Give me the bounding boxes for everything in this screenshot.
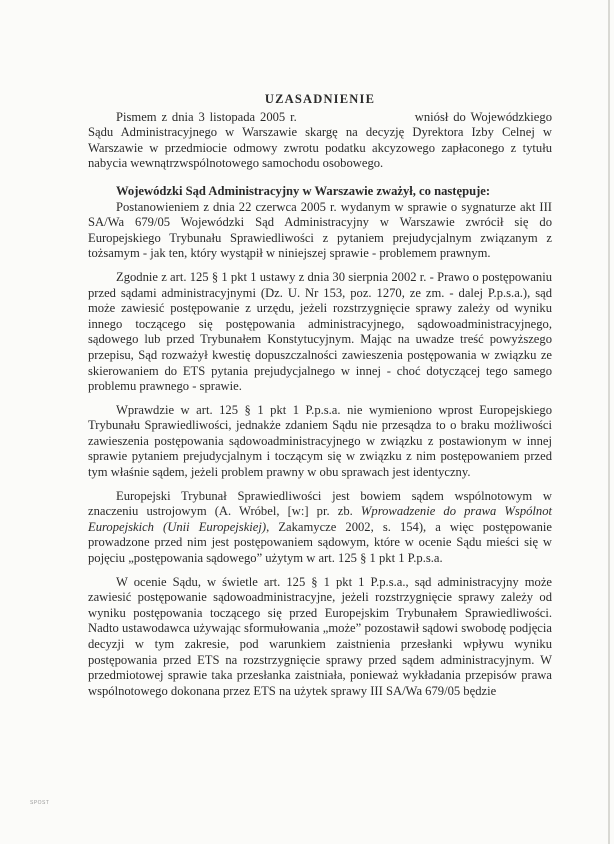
paragraph-1 [88,110,552,172]
paragraph-2: Postanowieniem z dnia 22 czerwca 2005 r. wydanym w sprawie o sygnaturze akt III SA/Wa 679/05 Wojewódzki Sąd Administracyjny w Warszawie zwrócił się do Europejskiego Trybunału Sprawiedliwości z pytaniem prejudycjalnym związanym z tożsamym - jak ten, który wystąpił w niniejszej sprawie - problemem prawnym. [88,199,552,261]
paragraph-3: Zgodnie z art. 125 § 1 pkt 1 ustawy z dnia 30 sierpnia 2002 r. - Prawo o postępowaniu przed sądami administracyjnymi (Dz. U. Nr 153, poz. 1270, ze zm. - dalej P.p.s.a.), sąd może zawiesić postępowanie z urzędu, jeżeli rozstrzygnięcie sprawy zależy od wyniku innego toczącego się postępowania administracyjnego, sądowoadministracyjnego, sądowego lub przed Trybunałem Konstytucyjnym. Mając na uwadze treść powyższego przepisu, Sąd rozważył kwestię dopuszczalności zawieszenia postępowania w związku ze skierowaniem do ETS pytania prejudycjalnego w innej - choć dotyczącej tego samego problemu prawnego - sprawie. [88,269,552,394]
paragraph-6: W ocenie Sądu, w świetle art. 125 § 1 pkt 1 P.p.s.a., sąd administracyjny może zawiesić postępowanie sądowoadministracyjne, jeżeli rozstrzygnięcie sprawy zależy od wyniku postępowania toczącego się przed Europejskim Trybunałem Sprawiedliwości. Nadto ustawodawca używając sformułowania „może” pozostawił sądowi swobodę podjęcia decyzji w tym zakresie, pod warunkiem zaistnienia przesłanki wpływu wyniku postępowania przed ETS na rozstrzygnięcie sprawy przed sądem administracyjnym. W przedmiotowej sprawie taka przesłanka zaistniała, ponieważ wykładania przepisów prawa wspólnotowego dokonana przez ETS na użytek sprawy III SA/Wa 679/05 będzie [88,574,552,698]
court-heading: Wojewódzki Sąd Administracyjny w Warszawie zważył, co następuje: [116,183,491,198]
paragraph-4: Wprawdzie w art. 125 § 1 pkt 1 P.p.s.a. nie wymieniono wprost Europejskiego Trybunału Sprawiedliwości, jednakże zdaniem Sądu nie przesądza to o braku możliwości zawieszenia postępowania sądowoadministracyjnego w związku z postawionym w innej sprawie pytaniem prejudycjalnym i toczącym się w związku z nim postępowaniem przed tym właśnie sądem, jeżeli problem prawny w obu sprawach jest identyczny. [88,402,552,480]
cited-work-title: Wprowadzenie do prawa Wspólnot Europejskich (Unii Europejskiej) [88,504,552,534]
footer-mark: SPOST [30,800,50,806]
paragraph-1-end: wniósł do Wojewódzkiego Sądu Administracyjnego w Warszawie skargę na decyzję Dyrektora Izby Celnej w Warszawie w przedmiocie odmowy zwrotu podatku akcyzowego zapłaconego z tytułu nabycia wewnątrzwspólnotowego samochodu osobowego. [88,109,552,171]
document-title: UZASADNIENIE [264,92,376,106]
scan-edge-line [608,0,610,844]
paragraph-1-start: Pismem z dnia 3 listopada 2005 r. [116,109,297,124]
paragraph-5-start: Europejski Trybunał Sprawiedliwości jest bowiem sądem wspólnotowym w znaczeniu ustrojowym (A. Wróbel, [w:] pr. zb. [88,488,552,519]
document-body [88,92,552,699]
paragraph-5 [88,489,552,567]
paragraph-5-end: , Zakamycze 2002, s. 154), a więc postępowanie prowadzone przed nim jest postępowaniem sądowym, które w ocenie Sądu mieści się w pojęciu „postępowania sądowego” użytym w art. 125 § 1 pkt 1 P.p.s.a. [88,519,552,566]
